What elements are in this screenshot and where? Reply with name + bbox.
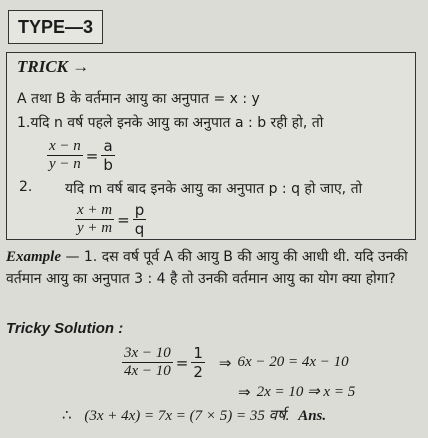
case1-text: 1.यदि n वर्ष पहले इनके आयु का अनुपात a : b रही हो, तो	[17, 115, 324, 131]
step1-equals: =	[175, 353, 189, 372]
case2-left-fraction	[75, 202, 114, 237]
ratio-line: A तथा B के वर्तमान आयु का अनुपात = x : y	[17, 91, 260, 107]
case2-formula	[75, 201, 146, 238]
therefore-symbol: ∴	[62, 406, 72, 424]
step1-right-denominator: 2	[193, 363, 203, 381]
case2-right-numerator: p	[134, 201, 145, 219]
step2-text: 2x = 10 ⇒ x = 5	[256, 384, 356, 400]
final-text: (3x + 4x) = 7x = (7 × 5) = 35 वर्ष.	[84, 408, 290, 424]
type-heading	[8, 10, 103, 44]
example-text: — 1. दस वर्ष पूर्व A की आयु B की आयु की आधी थी. यदि उनकी वर्तमान आयु का अनुपात 3 : 4 है तो उनकी वर्तमान आयु का योग क्या होगा?	[6, 249, 408, 287]
case2-text: यदि m वर्ष बाद इनके आयु का अनुपात p : q हो जाए, तो	[65, 181, 363, 197]
final-answer	[62, 405, 326, 425]
solution-step1	[122, 344, 349, 381]
step1-result: 6x − 20 = 4x − 10	[237, 354, 349, 370]
case2-number: 2.	[19, 179, 33, 195]
solution-label: Tricky Solution :	[6, 320, 124, 337]
case2-left-denominator: y + m	[77, 220, 113, 236]
trick-box	[6, 52, 416, 240]
case1-formula	[47, 137, 115, 174]
case1-left-fraction	[47, 138, 83, 173]
case2-left-numerator: x + m	[77, 202, 113, 218]
solution-step2	[232, 382, 355, 401]
case1-right-fraction	[101, 137, 115, 174]
case1-left-denominator: y − n	[49, 156, 81, 172]
trick-title: TRICK →	[17, 57, 90, 76]
ans-label: Ans.	[298, 408, 327, 424]
step1-left-fraction	[122, 345, 173, 380]
case1-equals: =	[85, 146, 99, 165]
example-paragraph	[6, 246, 420, 290]
case2-equals: =	[117, 210, 130, 229]
case1-left-numerator: x − n	[49, 138, 81, 154]
case1-right-denominator: b	[103, 156, 113, 174]
step1-left-denominator: 4x − 10	[124, 363, 171, 379]
step2-arrow: ⇒	[238, 382, 251, 401]
case1-right-numerator: a	[103, 137, 113, 155]
type-label: TYPE—3	[17, 16, 94, 37]
step1-arrow: ⇒	[218, 353, 232, 372]
step1-left-numerator: 3x − 10	[124, 345, 171, 361]
case2-right-fraction	[133, 201, 147, 238]
case2-right-denominator: q	[134, 220, 145, 238]
example-label: Example	[6, 249, 61, 265]
step1-right-numerator: 1	[193, 344, 203, 362]
step1-right-fraction	[191, 344, 205, 381]
